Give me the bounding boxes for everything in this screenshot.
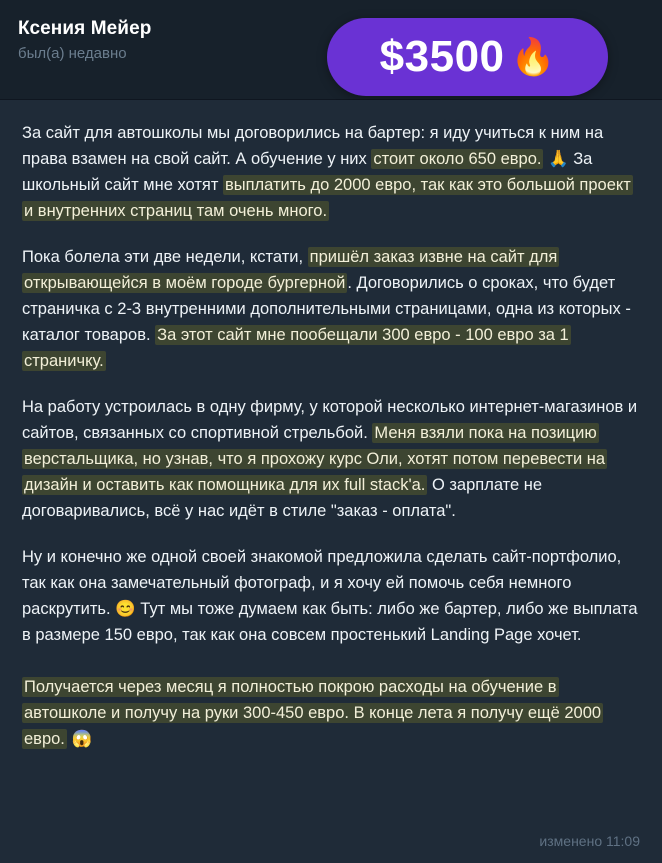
message-paragraph	[22, 244, 640, 374]
message-paragraph	[22, 674, 640, 752]
plain-text: 🙏 За школьный сайт мне хотят	[22, 150, 593, 194]
chat-title: Ксения Мейер	[18, 18, 152, 39]
plain-text: . Договорились о сроках, что будет страничка с 2-3 внутренними дополнительными страницами, одна из которых - каталог товаров.	[22, 274, 631, 344]
highlighted-text: пришёл заказ извне на сайт для открывающейся в моём городе бургерной	[24, 248, 558, 292]
message-edited-timestamp: изменено 11:09	[539, 833, 640, 849]
message-text	[22, 120, 640, 752]
highlighted-text: Меня взяли пока на позицию верстальщика, но узнав, что я прохожу курс Оли, хотят потом перевести на дизайн и оставить как помощника для их full stack'а.	[24, 424, 606, 494]
highlighted-text: Получается через месяц я полностью покрою расходы на обучение в автошколе и получу на руки 300-450 евро. В конце лета я получу ещё 2000 евро.	[24, 678, 602, 748]
plain-text: Пока болела эти две недели, кстати,	[22, 248, 308, 266]
plain-text: Ну и конечно же одной своей знакомой предложила сделать сайт-портфолио, так как она замечательный фотограф, и я хочу ей помочь себя немного раскрутить. 😊 Тут мы тоже думаем как быть: либо же бартер, либо же выплата в размере 150 евро, так как она совсем простенький Landing Page хочет.	[22, 548, 638, 644]
message-paragraph	[22, 544, 640, 648]
plain-text: 😱	[66, 730, 93, 748]
plain-text: За сайт для автошколы мы договорились на бартер: я иду учиться к ним на права взамен на свой сайт. А обучение у них	[22, 124, 604, 168]
chat-status: был(а) недавно	[18, 45, 127, 62]
message-bubble[interactable]	[0, 100, 662, 863]
price-badge-amount: $3500	[379, 32, 505, 81]
plain-text: На работу устроилась в одну фирму, у которой несколько интернет-магазинов и сайтов, связанных со спортивной стрельбой.	[22, 398, 638, 442]
highlighted-text: выплатить до 2000 евро, так как это большой проект и внутренних страниц там очень много.	[24, 176, 631, 220]
plain-text: О зарплате не договаривались, всё у нас идёт в стиле "заказ - оплата".	[22, 476, 543, 520]
fire-emoji-icon: 🔥	[510, 36, 556, 77]
message-paragraph	[22, 394, 640, 524]
message-paragraph	[22, 120, 640, 224]
price-badge	[327, 18, 608, 96]
highlighted-text: За этот сайт мне пообещали 300 евро - 100 евро за 1 страничку.	[24, 326, 569, 370]
highlighted-text: стоит около 650 евро.	[373, 150, 542, 168]
